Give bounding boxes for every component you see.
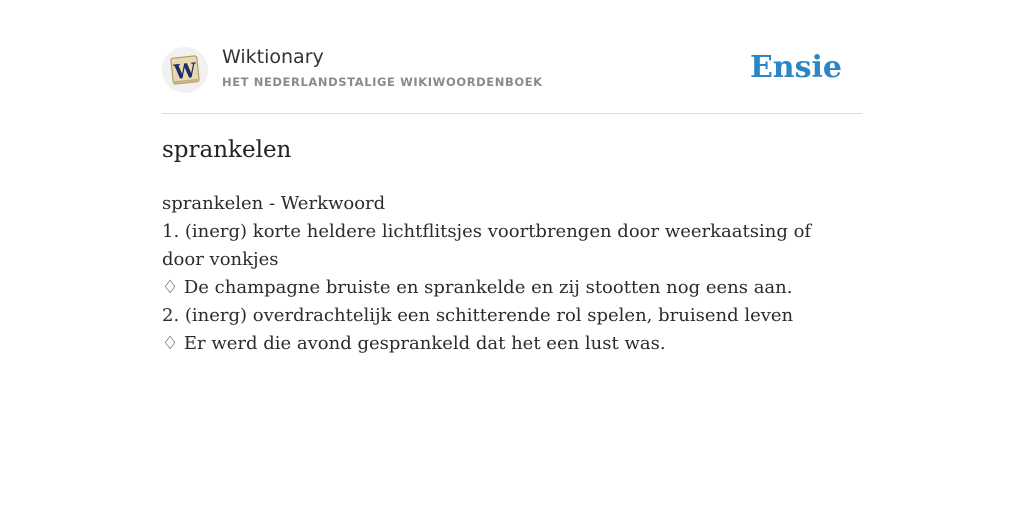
page-content — [162, 0, 862, 354]
definition-body — [162, 190, 822, 358]
word-class-line: sprankelen - Werkwoord — [162, 193, 386, 214]
site-header — [162, 0, 862, 114]
site-subtitle: HET NEDERLANDSTALIGE WIKIWOORDENBOEK — [222, 75, 543, 89]
ensie-brand-link[interactable]: Ensie — [749, 50, 842, 85]
definition-2: 2. (inerg) overdrachtelijk een schitterende rol spelen, bruisend leven — [162, 305, 794, 326]
example-2: ♢ Er werd die avond gesprankeld dat het een lust was. — [162, 333, 666, 354]
definition-1: 1. (inerg) korte heldere lichtflitsjes voortbrengen door weerkaatsing of door vonkjes — [162, 221, 812, 270]
wiktionary-logo-icon[interactable] — [162, 47, 208, 93]
example-1: ♢ De champagne bruiste en sprankelde en zij stootten nog eens aan. — [162, 277, 793, 298]
svg-text:W: W — [172, 57, 198, 85]
site-title[interactable]: Wiktionary — [222, 46, 324, 68]
logo-tile-icon — [168, 53, 202, 87]
page-title: sprankelen — [162, 137, 292, 163]
